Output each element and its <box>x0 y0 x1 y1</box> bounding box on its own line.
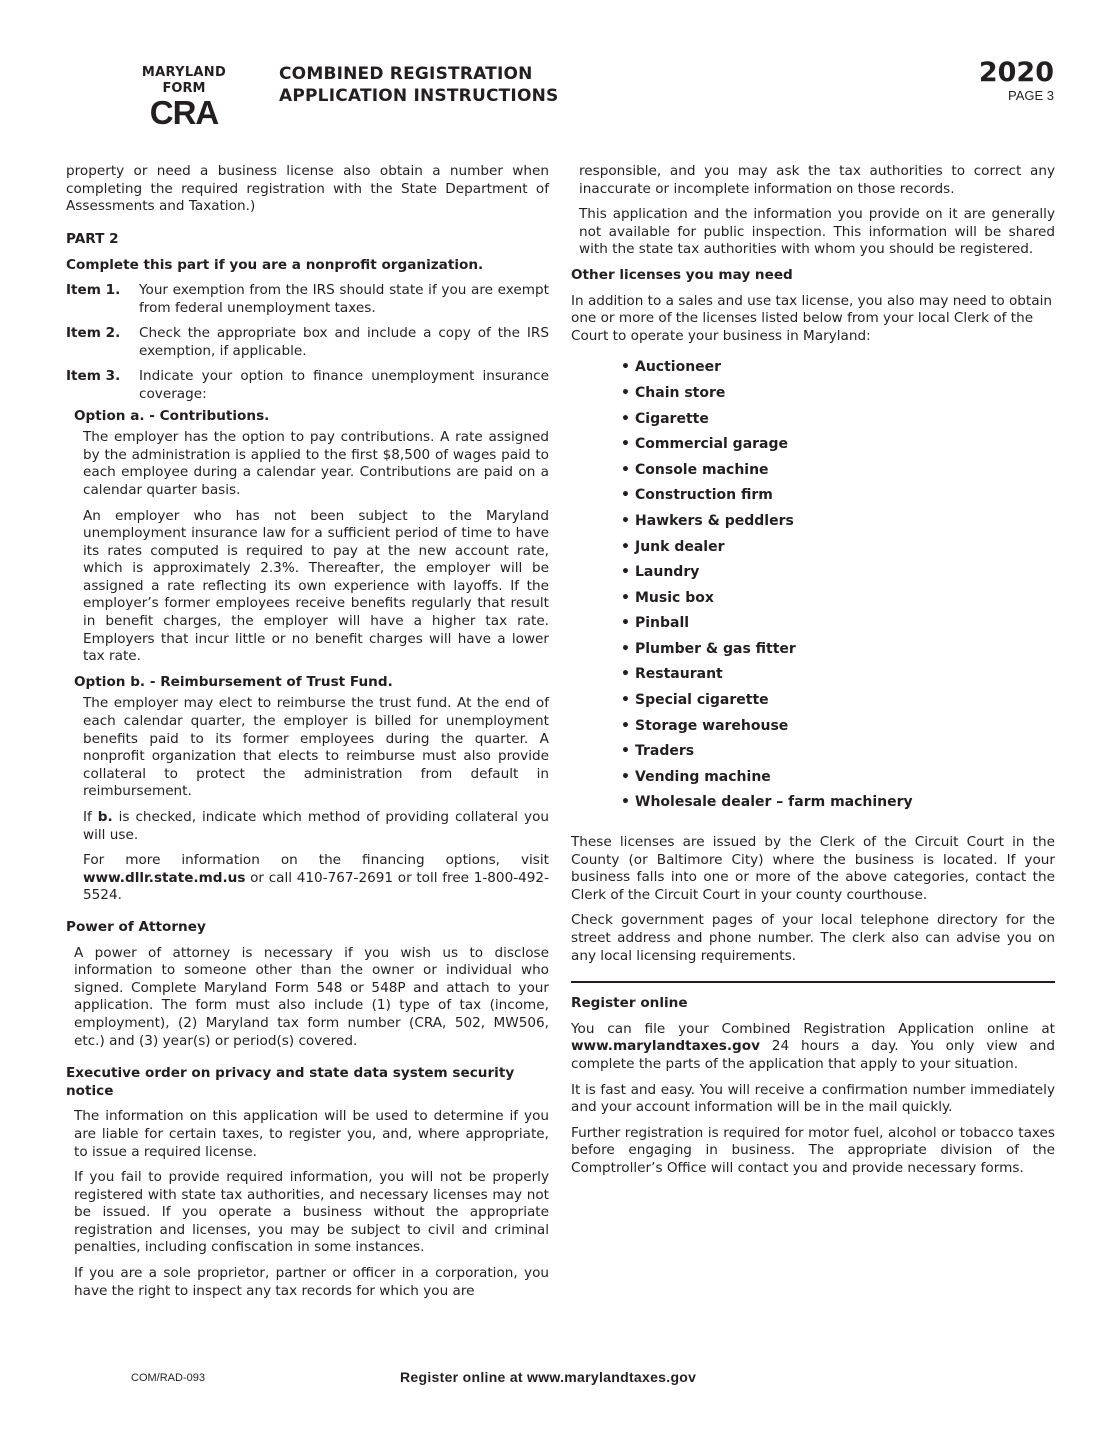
intro-paragraph: property or need a business license also obtain a number when completing the required registration with the State Department of Assessments and Taxation.) <box>66 163 549 215</box>
license-name: Cigarette <box>635 410 709 427</box>
text-fragment: or call 410-767-2691 or toll free 1-800-492-5524. <box>83 869 549 904</box>
list-item <box>621 411 1055 437</box>
list-item <box>621 564 1055 590</box>
item-label: Item 1. <box>66 281 121 298</box>
year-page-block <box>979 58 1054 104</box>
part2-subheading: Complete this part if you are a nonprofit organization. <box>66 257 484 274</box>
privacy-paragraph-2: If you fail to provide required information, you will not be properly registered with state tax authorities, and necessary licenses may not be issued. If you operate a business without the appropriate registration and licenses, you may be subject to civil and criminal penalties, including confiscation in some instances. <box>74 1169 549 1256</box>
bullet-icon: • <box>621 794 630 811</box>
option-b-paragraph-3 <box>66 852 549 905</box>
bullet-icon: • <box>621 768 630 785</box>
list-item <box>621 462 1055 488</box>
bullet-icon: • <box>621 692 630 709</box>
option-b-paragraph-1: The employer may elect to reimburse the trust fund. At the end of each calendar quarter, the employer is billed for unemployment benefits paid to its former employees during the quarter. A nonprofit organization that elects to reimburse must also provide collateral to protect the administration from default in reimbursement. <box>83 695 549 800</box>
item-text: Check the appropriate box and include a copy of the IRS exemption, if applicable. <box>139 325 549 359</box>
option-b-ref: b. <box>97 809 113 825</box>
list-item <box>621 666 1055 692</box>
bullet-icon: • <box>621 743 630 760</box>
licenses-after-paragraph-1: These licenses are issued by the Clerk of the Circuit Court in the County (or Baltimore City) where the business is located. If your business falls into one or more of the above categories, contact the Clerk of the Circuit Court in your county courthouse. <box>571 834 1055 903</box>
section-divider <box>571 981 1055 983</box>
form-code-footer: COM/RAD-093 <box>131 1372 205 1384</box>
dllr-link[interactable]: www.dllr.state.md.us <box>83 869 246 886</box>
left-column <box>66 163 549 1308</box>
list-item <box>621 487 1055 513</box>
license-name: Pinball <box>635 615 690 632</box>
right-column <box>571 163 1055 1186</box>
list-item <box>621 794 1055 820</box>
option-b-heading: Option b. - Reimbursement of Trust Fund. <box>74 673 393 690</box>
list-item <box>621 539 1055 565</box>
license-name: Console machine <box>635 461 769 478</box>
license-list <box>571 359 1055 820</box>
license-name: Auctioneer <box>635 359 722 376</box>
privacy-paragraph-3: If you are a sole proprietor, partner or officer in a corporation, you have the right to inspect any tax records for which you are <box>74 1265 549 1299</box>
bullet-icon: • <box>621 487 630 504</box>
bullet-icon: • <box>621 512 630 529</box>
form-state: MARYLAND <box>141 65 227 80</box>
register-paragraph-1 <box>571 1021 1055 1074</box>
option-a-heading: Option a. - Contributions. <box>74 407 270 424</box>
item-text: Indicate your option to finance unemployment insurance coverage: <box>139 368 549 402</box>
privacy-heading: Executive order on privacy and state data system security notice <box>66 1065 515 1099</box>
list-item <box>621 385 1055 411</box>
text-fragment: is checked, indicate which method of providing collateral you will use. <box>83 809 549 843</box>
form-word: FORM <box>162 81 206 96</box>
license-name: Vending machine <box>635 768 771 785</box>
continued-paragraph-2: This application and the information you provide on it are generally not available for public inspection. This information will be shared with the state tax authorities with whom you should be registered. <box>579 206 1055 258</box>
text-fragment: 24 hours a day. You only view and complete the parts of the application that apply to your situation. <box>571 1038 1055 1072</box>
item-3 <box>66 368 549 403</box>
bullet-icon: • <box>621 410 630 427</box>
item-1 <box>66 282 549 317</box>
license-name: Junk dealer <box>635 538 725 555</box>
item-label: Item 3. <box>66 368 121 385</box>
bullet-icon: • <box>621 589 630 606</box>
bullet-icon: • <box>621 564 630 581</box>
other-licenses-heading: Other licenses you may need <box>571 266 793 283</box>
option-b-paragraph-2 <box>66 809 549 844</box>
register-online-heading: Register online <box>571 995 688 1012</box>
bullet-icon: • <box>621 666 630 683</box>
page-number: PAGE 3 <box>1007 88 1054 103</box>
marylandtaxes-link[interactable]: www.marylandtaxes.gov <box>571 1038 760 1055</box>
licenses-after-paragraph-2: Check government pages of your local telephone directory for the street address and phone number. The clerk also can advise you on any local licensing requirements. <box>571 912 1055 964</box>
item-label: Item 2. <box>66 325 121 342</box>
other-licenses-intro: In addition to a sales and use tax license, you also may need to obtain one or more of the licenses listed below from your local Clerk of the Court to operate your business in Maryland: <box>571 292 1052 344</box>
form-code: CRA <box>149 94 219 131</box>
list-item <box>621 590 1055 616</box>
text-fragment: You can file your Combined Registration Application online at <box>571 1020 1055 1037</box>
list-item <box>621 743 1055 769</box>
list-item <box>621 718 1055 744</box>
title-line-2: APPLICATION INSTRUCTIONS <box>279 86 559 106</box>
license-name: Construction firm <box>635 487 773 504</box>
text-fragment: For more information on the financing options, visit <box>83 852 549 869</box>
list-item <box>621 769 1055 795</box>
license-name: Music box <box>635 589 714 606</box>
power-of-attorney-heading: Power of Attorney <box>66 918 206 935</box>
bullet-icon: • <box>621 717 630 734</box>
list-item <box>621 359 1055 385</box>
item-2 <box>66 325 549 360</box>
register-paragraph-3: Further registration is required for motor fuel, alcohol or tobacco taxes before engaging in business. The appropriate division of the Comptroller’s Office will contact you and provide necessary forms. <box>571 1124 1055 1176</box>
list-item <box>621 436 1055 462</box>
license-name: Restaurant <box>635 666 723 683</box>
continued-paragraph-1: responsible, and you may ask the tax authorities to correct any inaccurate or incomplete information on those records. <box>579 163 1055 197</box>
page-title <box>279 63 558 107</box>
list-item <box>621 615 1055 641</box>
bullet-icon: • <box>621 538 630 555</box>
register-paragraph-2: It is fast and easy. You will receive a confirmation number immediately and your account information will be in the mail quickly. <box>571 1081 1055 1116</box>
text-fragment: If <box>83 809 98 825</box>
bullet-icon: • <box>621 436 630 453</box>
form-identifier <box>128 64 240 129</box>
list-item <box>621 692 1055 718</box>
bullet-icon: • <box>621 640 630 657</box>
license-name: Chain store <box>635 384 726 401</box>
privacy-paragraph-1: The information on this application will be used to determine if you are liable for certain taxes, to register you, and, where appropriate, to issue a required license. <box>74 1108 549 1160</box>
part2-heading: PART 2 <box>66 230 119 247</box>
license-name: Commercial garage <box>635 436 789 453</box>
list-item <box>621 513 1055 539</box>
bullet-icon: • <box>621 359 630 376</box>
form-year: 2020 <box>978 57 1054 88</box>
license-name: Hawkers & peddlers <box>635 512 794 529</box>
option-a-paragraph-1: The employer has the option to pay contributions. A rate assigned by the administration is applied to the first $8,500 of wages paid to each employee during a calendar year. Contributions are paid on a calendar quarter basis. <box>83 429 549 498</box>
bullet-icon: • <box>621 384 630 401</box>
license-name: Wholesale dealer – farm machinery <box>635 794 913 811</box>
option-a-paragraph-2: An employer who has not been subject to the Maryland unemployment insurance law for a sufficient period of time to have its rates computed is required to pay at the new account rate, which is approximately 2.3%. Thereafter, the employer will be assigned a rate reflecting its own experience with layoffs. If the employer’s former employees receive benefits regularly that result in benefit charges, the employer will have a higher tax rate. Employers that incur little or no benefit charges will have a lower tax rate. <box>83 507 549 665</box>
license-name: Plumber & gas fitter <box>635 640 796 657</box>
power-of-attorney-text: A power of attorney is necessary if you wish us to disclose information to someone other than the owner or individual who signed. Complete Maryland Form 548 or 548P and attach to your application. The form must also include (1) type of tax (income, employment), (2) Maryland tax form number (CRA, 502, MW506, etc.) and (3) year(s) or period(s) covered. <box>74 944 549 1049</box>
license-name: Laundry <box>635 564 700 581</box>
bullet-icon: • <box>621 615 630 632</box>
title-line-1: COMBINED REGISTRATION <box>279 64 533 84</box>
item-text: Your exemption from the IRS should state if you are exempt from federal unemployment taxes. <box>139 281 549 316</box>
footer-register-online: Register online at www.marylandtaxes.gov <box>400 1369 697 1385</box>
license-name: Special cigarette <box>635 692 769 709</box>
list-item <box>621 641 1055 667</box>
bullet-icon: • <box>621 461 630 478</box>
license-name: Storage warehouse <box>635 717 789 734</box>
license-name: Traders <box>635 743 695 760</box>
